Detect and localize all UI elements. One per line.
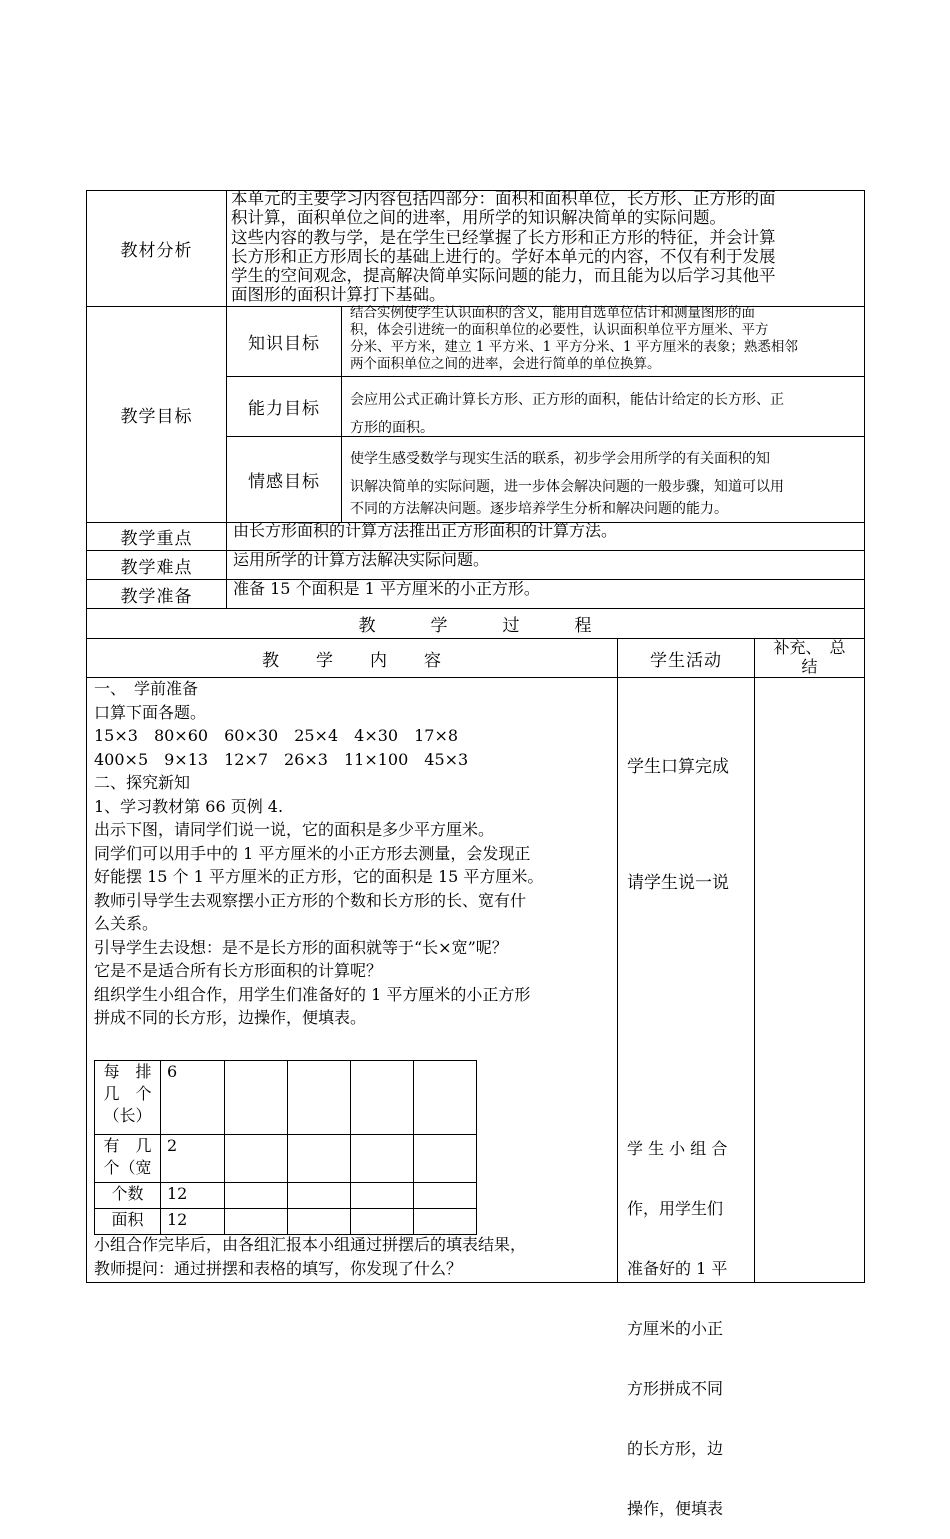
content-line: 教师引导学生去观察摆小正方形的个数和长方形的长、宽有什: [94, 890, 527, 910]
knowledge-line: 积，体会引进统一的面积单位的必要性，认识面积单位平方厘米、平方: [350, 322, 769, 338]
content-line: 么关系。: [94, 914, 159, 933]
key-point-text: 由长方形面积的计算方法推出正方形面积的计算方法。: [233, 521, 618, 540]
table-cell: [225, 1135, 288, 1183]
fill-in-table: [94, 1060, 477, 1235]
closing-text: [94, 1233, 616, 1280]
preparation-text: 准备 15 个面积是 1 平方厘米的小正方形。: [233, 579, 540, 598]
content-line: 组织学生小组合作，用学生们准备好的 1 平方厘米的小正方形: [94, 984, 531, 1004]
row-label-width: 有 几 个（宽: [95, 1135, 161, 1183]
table-cell: [414, 1061, 477, 1135]
table-row: [95, 1135, 477, 1183]
row-label-count: 个数: [95, 1183, 161, 1209]
table-cell: [288, 1135, 351, 1183]
emotion-line: 不同的方法解决问题。逐步培养学生分析和解决问题的能力。: [350, 501, 728, 517]
notes-column-divider: [754, 638, 755, 1283]
ability-line: 方形的面积。: [350, 420, 434, 436]
table-row: [95, 1061, 477, 1135]
table-cell: [351, 1135, 414, 1183]
analysis-line: 长方形和正方形周长的基础上进行的。学好本单元的内容，不仅有利于发展: [231, 246, 776, 266]
preparation-label: 教学准备: [120, 586, 193, 607]
notes-header: 补充、 总 结: [773, 638, 846, 676]
analysis-line: 积计算，面积单位之间的进率，用所学的知识解决简单的实际问题。: [231, 208, 726, 228]
table-cell: [351, 1209, 414, 1235]
sublabel-column-divider: [341, 306, 342, 522]
content-line: 它是不是适合所有长方形面积的计算呢？: [94, 961, 383, 980]
table-cell: [288, 1209, 351, 1235]
analysis-line: 这些内容的教与学，是在学生已经掌握了长方形和正方形的特征，并会计算: [231, 227, 776, 247]
emotion-goal-text: [350, 445, 862, 517]
table-cell: 12: [161, 1209, 225, 1235]
table-cell: 6: [161, 1061, 225, 1135]
activity-1: 学生口算完成: [627, 757, 729, 777]
table-cell: 12: [161, 1183, 225, 1209]
table-cell: [351, 1183, 414, 1209]
knowledge-line: 分米、平方米，建立 1 平方米、1 平方分米、1 平方厘米的表象；熟悉相邻: [350, 339, 798, 355]
content-line: 15×3 80×60 60×30 25×4 4×30 17×8: [94, 726, 459, 745]
analysis-line: 面图形的面积计算打下基础。: [231, 285, 446, 305]
key-point-label: 教学重点: [120, 529, 193, 549]
analysis-text: [231, 189, 863, 305]
knowledge-goal-label: 知识目标: [248, 334, 320, 354]
row-label-area: 面积: [95, 1209, 161, 1235]
content-line: 400×5 9×13 12×7 26×3 11×100 45×3: [94, 749, 469, 769]
table-row: [95, 1209, 477, 1235]
activity-2: 请学生说一说: [627, 873, 729, 893]
difficulty-text: 运用所学的计算方法解决实际问题。: [233, 550, 490, 569]
content-header: 教 学 内 容: [262, 650, 442, 671]
emotion-line: 使学生感受数学与现实生活的联系，初步学会用所学的有关面积的知: [350, 451, 770, 467]
table-cell: [225, 1061, 288, 1135]
table-cell: [288, 1061, 351, 1135]
content-line: 拼成不同的长方形，边操作，便填表。: [94, 1008, 367, 1027]
content-line: 引导学生去设想：是不是长方形的面积就等于“长×宽”呢？: [94, 937, 508, 957]
analysis-label: 教材分析: [120, 241, 193, 261]
process-title: 教 学 过 程: [358, 616, 593, 636]
content-line: 口算下面各题。: [94, 702, 207, 722]
table-cell: [225, 1209, 288, 1235]
knowledge-line: 结合实例使学生认识面积的含义，能用自选单位估计和测量图形的面: [350, 305, 755, 321]
activity-column-divider: [617, 638, 618, 1283]
content-line: 同学们可以用手中的 1 平方厘米的小正方形去测量，会发现正: [94, 843, 531, 863]
analysis-line: 学生的空间观念，提高解决简单实际问题的能力，而且能为以后学习其他平: [231, 266, 776, 286]
ability-line: 会应用公式正确计算长方形、正方形的面积，能估计给定的长方形、正: [350, 392, 784, 408]
ability-goal-text: [350, 386, 862, 442]
knowledge-line: 两个面积单位之间的进率，会进行简单的单位换算。: [350, 356, 661, 372]
goals-label: 教学目标: [120, 407, 193, 427]
table-cell: [351, 1061, 414, 1135]
analysis-line: 本单元的主要学习内容包括四部分：面积和面积单位，长方形、正方形的面: [231, 189, 776, 208]
process-content: [94, 677, 616, 1030]
content-line: 好能摆 15 个 1 平方厘米的正方形，它的面积是 15 平方厘米。: [94, 867, 544, 886]
closing-line: 小组合作完毕后，由各组汇报本小组通过拼摆后的填表结果，: [94, 1235, 527, 1254]
table-cell: [225, 1183, 288, 1209]
table-row: [95, 1183, 477, 1209]
closing-line: 教师提问：通过拼摆和表格的填写，你发现了什么？: [94, 1258, 463, 1278]
content-line: 1、学习教材第 66 页例 4.: [94, 796, 284, 816]
emotion-goal-label: 情感目标: [248, 472, 320, 492]
activity-header: 学生活动: [650, 650, 722, 671]
content-line: 出示下图，请同学们说一说，它的面积是多少平方厘米。: [94, 820, 495, 839]
table-cell: [414, 1183, 477, 1209]
row-label-length: 每 排 几 个 （长）: [95, 1061, 161, 1135]
table-cell: [414, 1209, 477, 1235]
content-line: 二、探究新知: [94, 773, 191, 792]
table-cell: 2: [161, 1135, 225, 1183]
emotion-line: 识解决简单的实际问题，进一步体会解决问题的一般步骤，知道可以用: [350, 479, 784, 495]
difficulty-label: 教学难点: [120, 557, 193, 578]
outer-right-border: [864, 190, 865, 1283]
knowledge-goal-text: [350, 305, 862, 373]
ability-goal-label: 能力目标: [248, 399, 320, 419]
table-cell: [414, 1135, 477, 1183]
activity-3: 学 生 小 组 合 作，用学生们 准备好的 1 平 方厘米的小正 方形拼成不同 的长方形，边 操作，便填表: [627, 1139, 728, 1518]
content-line: 一、 学前准备: [94, 679, 199, 698]
table-cell: [288, 1183, 351, 1209]
